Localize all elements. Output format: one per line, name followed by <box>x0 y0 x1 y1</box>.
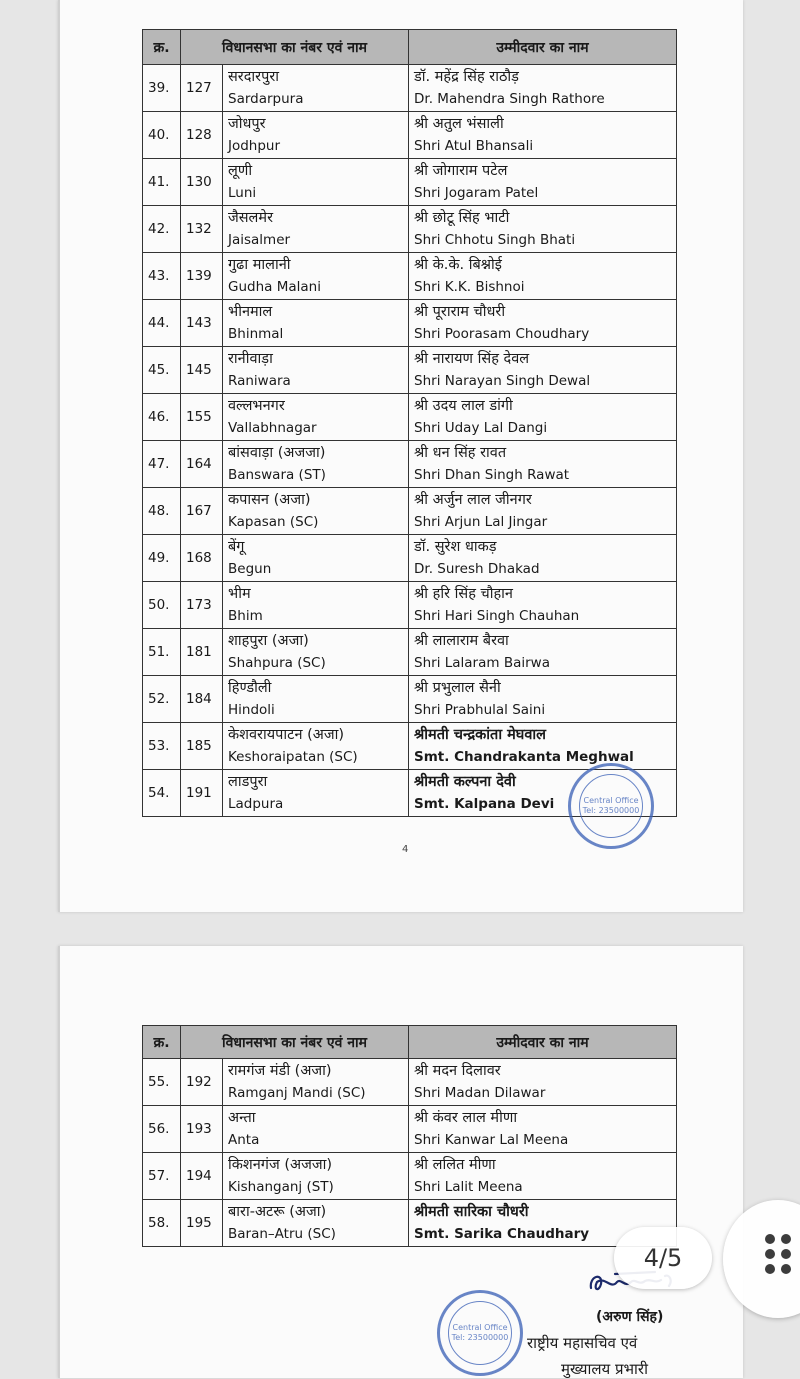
table-row <box>143 300 677 347</box>
candidate-name-english: Shri Poorasam Choudhary <box>414 326 590 342</box>
candidate-name-english: Shri Uday Lal Dangi <box>414 420 548 436</box>
constituency-number: 130 <box>186 174 212 190</box>
constituency-name-hindi: बेंगू <box>228 539 245 555</box>
signer-title-line-2: मुख्यालय प्रभारी <box>561 1360 648 1378</box>
candidate-name-cell <box>409 65 677 112</box>
candidate-name-english: Shri K.K. Bishnoi <box>414 279 525 295</box>
candidate-name-hindi: श्री उदय लाल डांगी <box>414 398 513 414</box>
serial-number: 45. <box>148 362 170 378</box>
stamp-line-1: Central Office <box>583 796 639 805</box>
candidate-name-hindi: श्रीमती कल्पना देवी <box>414 774 516 790</box>
candidate-name-english: Shri Arjun Lal Jingar <box>414 514 548 530</box>
serial-number-cell <box>143 441 181 488</box>
constituency-number-cell <box>181 770 223 817</box>
constituency-name-cell <box>223 394 409 441</box>
constituency-number: 194 <box>186 1168 212 1184</box>
serial-number: 53. <box>148 738 170 754</box>
serial-number: 47. <box>148 456 170 472</box>
candidate-name-hindi: श्री अतुल भंसाली <box>414 116 504 132</box>
candidate-name-cell <box>409 159 677 206</box>
candidate-name-hindi: डॉ. सुरेश धाकड़ <box>414 539 497 555</box>
serial-number-cell <box>143 488 181 535</box>
stamp-line-2: Tel: 23500000 <box>451 1333 509 1342</box>
table-row <box>143 488 677 535</box>
serial-number: 46. <box>148 409 170 425</box>
constituency-name-cell <box>223 770 409 817</box>
candidate-name-english: Smt. Kalpana Devi <box>414 796 555 812</box>
stamp-line-2: Tel: 23500000 <box>582 806 640 815</box>
constituency-number: 181 <box>186 644 212 660</box>
constituency-name-hindi: भीम <box>228 586 251 602</box>
candidate-name-hindi: डॉ. महेंद्र सिंह राठौड़ <box>414 69 519 85</box>
serial-number: 52. <box>148 691 170 707</box>
constituency-name-hindi: लूणी <box>228 163 253 179</box>
candidate-name-hindi: श्री कंवर लाल मीणा <box>414 1110 518 1126</box>
signer-title-line-1: राष्ट्रीय महासचिव एवं <box>527 1334 638 1352</box>
table-body <box>143 1059 677 1247</box>
candidate-header: उम्मीदवार का नाम <box>409 30 677 65</box>
candidate-name-hindi: श्री पूराराम चौधरी <box>414 304 506 320</box>
serial-number: 56. <box>148 1121 170 1137</box>
constituency-number: 127 <box>186 80 212 96</box>
constituency-name-english: Banswara (ST) <box>228 467 326 483</box>
constituency-number-cell <box>181 112 223 159</box>
candidate-name-cell <box>409 394 677 441</box>
table-row <box>143 112 677 159</box>
constituency-number: 167 <box>186 503 212 519</box>
constituency-name-english: Ramganj Mandi (SC) <box>228 1085 366 1101</box>
table-row <box>143 159 677 206</box>
candidate-name-cell <box>409 206 677 253</box>
constituency-name-cell <box>223 65 409 112</box>
constituency-number: 143 <box>186 315 212 331</box>
candidate-name-hindi: श्रीमती सारिका चौधरी <box>414 1204 529 1220</box>
constituency-number-cell <box>181 159 223 206</box>
constituency-number-cell <box>181 535 223 582</box>
candidate-name-cell <box>409 676 677 723</box>
constituency-name-hindi: किशनगंज (अजजा) <box>228 1157 332 1173</box>
constituency-number-cell <box>181 441 223 488</box>
stamp-line-1: Central Office <box>452 1323 508 1332</box>
constituency-name-hindi: लाडपुरा <box>228 774 268 790</box>
candidate-name-english: Shri Atul Bhansali <box>414 138 534 154</box>
candidate-name-english: Shri Lalaram Bairwa <box>414 655 550 671</box>
serial-number: 41. <box>148 174 170 190</box>
constituency-number: 155 <box>186 409 212 425</box>
constituency-number: 192 <box>186 1074 212 1090</box>
table-body <box>143 65 677 817</box>
constituency-name-cell <box>223 159 409 206</box>
candidate-name-cell <box>409 112 677 159</box>
candidate-name-hindi: श्री जोगाराम पटेल <box>414 163 508 179</box>
serial-number: 49. <box>148 550 170 566</box>
candidate-name-english: Smt. Chandrakanta Meghwal <box>414 749 634 765</box>
constituency-name-cell <box>223 206 409 253</box>
serial-number-cell <box>143 206 181 253</box>
constituency-name-english: Anta <box>228 1132 260 1148</box>
serial-number-cell <box>143 253 181 300</box>
candidate-name-english: Shri Kanwar Lal Meena <box>414 1132 569 1148</box>
constituency-number-cell <box>181 1059 223 1106</box>
constituency-name-cell <box>223 300 409 347</box>
constituency-number: 132 <box>186 221 212 237</box>
constituency-name-english: Ladpura <box>228 796 284 812</box>
constituency-number: 195 <box>186 1215 212 1231</box>
candidate-name-cell <box>409 1153 677 1200</box>
constituency-number-cell <box>181 253 223 300</box>
constituency-name-english: Vallabhnagar <box>228 420 317 436</box>
constituency-name-hindi: बांसवाड़ा (अजजा) <box>228 445 326 461</box>
constituency-name-english: Shahpura (SC) <box>228 655 326 671</box>
constituency-number-cell <box>181 1200 223 1247</box>
serial-number-cell <box>143 1200 181 1247</box>
constituency-name-hindi: भीनमाल <box>228 304 273 320</box>
constituency-name-cell <box>223 488 409 535</box>
constituency-name-english: Jodhpur <box>228 138 281 154</box>
serial-number: 40. <box>148 127 170 143</box>
signer-name: (अरुण सिंह) <box>596 1309 664 1325</box>
serial-number-cell <box>143 676 181 723</box>
constituency-number-cell <box>181 1106 223 1153</box>
constituency-name-cell <box>223 112 409 159</box>
table-row <box>143 582 677 629</box>
constituency-name-english: Bhim <box>228 608 263 624</box>
party-office-stamp <box>437 1290 523 1376</box>
serial-number-cell <box>143 582 181 629</box>
constituency-name-hindi: जैसलमेर <box>228 210 273 226</box>
serial-number-cell <box>143 723 181 770</box>
candidate-name-hindi: श्री अर्जुन लाल जीनगर <box>414 492 532 508</box>
table-row <box>143 535 677 582</box>
candidate-name-cell <box>409 723 677 770</box>
candidate-name-cell <box>409 582 677 629</box>
constituency-name-hindi: हिण्डौली <box>228 680 272 696</box>
constituency-number-cell <box>181 347 223 394</box>
table-row <box>143 441 677 488</box>
candidate-name-hindi: श्री के.के. बिश्नोई <box>414 257 502 273</box>
serial-number: 44. <box>148 315 170 331</box>
candidate-name-hindi: श्री छोटू सिंह भाटी <box>414 210 510 226</box>
constituency-name-hindi: अन्ता <box>228 1110 256 1126</box>
constituency-name-cell <box>223 347 409 394</box>
candidate-name-english: Shri Narayan Singh Dewal <box>414 373 591 389</box>
candidate-name-english: Dr. Suresh Dhakad <box>414 561 540 577</box>
constituency-name-cell <box>223 676 409 723</box>
table-row <box>143 1059 677 1106</box>
serial-number-cell <box>143 300 181 347</box>
table-row <box>143 65 677 112</box>
constituency-number: 164 <box>186 456 212 472</box>
constituency-name-cell <box>223 582 409 629</box>
constituency-name-cell <box>223 1200 409 1247</box>
serial-header: क्र. <box>143 30 181 65</box>
party-office-stamp <box>568 763 654 849</box>
constituency-number: 185 <box>186 738 212 754</box>
serial-number-cell <box>143 770 181 817</box>
candidate-name-hindi: श्रीमती चन्द्रकांता मेघवाल <box>414 727 547 743</box>
candidate-name-cell <box>409 253 677 300</box>
candidate-name-cell <box>409 1059 677 1106</box>
serial-number: 57. <box>148 1168 170 1184</box>
serial-number: 39. <box>148 80 170 96</box>
constituency-name-hindi: कपासन (अजा) <box>228 492 311 508</box>
constituency-name-english: Bhinmal <box>228 326 284 342</box>
constituency-name-cell <box>223 253 409 300</box>
serial-number-cell <box>143 535 181 582</box>
constituency-name-english: Kishanganj (ST) <box>228 1179 334 1195</box>
constituency-name-english: Hindoli <box>228 702 275 718</box>
constituency-name-hindi: बारा-अटरू (अजा) <box>228 1204 327 1220</box>
constituency-name-hindi: रामगंज मंडी (अजा) <box>228 1063 332 1079</box>
candidate-name-cell <box>409 300 677 347</box>
constituency-number: 193 <box>186 1121 212 1137</box>
table-row <box>143 206 677 253</box>
constituency-name-hindi: शाहपुरा (अजा) <box>228 633 309 649</box>
table-row <box>143 723 677 770</box>
constituency-name-english: Kapasan (SC) <box>228 514 319 530</box>
constituency-name-cell <box>223 535 409 582</box>
constituency-name-cell <box>223 1106 409 1153</box>
table-header-row <box>143 1026 677 1059</box>
candidate-name-hindi: श्री नारायण सिंह देवल <box>414 351 530 367</box>
constituency-name-english: Baran–Atru (SC) <box>228 1226 336 1242</box>
candidate-name-english: Shri Chhotu Singh Bhati <box>414 232 576 248</box>
candidate-name-cell <box>409 629 677 676</box>
serial-number-cell <box>143 65 181 112</box>
table-row <box>143 347 677 394</box>
candidate-name-english: Shri Dhan Singh Rawat <box>414 467 570 483</box>
constituency-number-cell <box>181 676 223 723</box>
candidate-name-hindi: श्री धन सिंह रावत <box>414 445 507 461</box>
constituency-number: 128 <box>186 127 212 143</box>
page-indicator[interactable]: 4/5 <box>614 1227 712 1289</box>
constituency-name-hindi: वल्लभनगर <box>228 398 285 414</box>
serial-number-cell <box>143 1106 181 1153</box>
candidate-table-page-5 <box>142 1025 677 1247</box>
candidate-name-english: Smt. Sarika Chaudhary <box>414 1226 590 1242</box>
candidate-name-english: Shri Lalit Meena <box>414 1179 523 1195</box>
constituency-number-cell <box>181 582 223 629</box>
candidate-table-page-4 <box>142 29 677 817</box>
candidate-name-cell <box>409 488 677 535</box>
constituency-number-cell <box>181 723 223 770</box>
constituency-header: विधानसभा का नंबर एवं नाम <box>181 30 409 65</box>
grid-dots-icon <box>765 1234 793 1280</box>
constituency-header: विधानसभा का नंबर एवं नाम <box>181 1026 409 1059</box>
constituency-name-hindi: रानीवाड़ा <box>228 351 273 367</box>
candidate-name-cell <box>409 1106 677 1153</box>
constituency-number: 168 <box>186 550 212 566</box>
candidate-name-english: Shri Prabhulal Saini <box>414 702 546 718</box>
candidate-name-cell <box>409 441 677 488</box>
constituency-name-cell <box>223 1153 409 1200</box>
constituency-name-english: Gudha Malani <box>228 279 321 295</box>
constituency-number-cell <box>181 206 223 253</box>
candidate-name-english: Shri Madan Dilawar <box>414 1085 546 1101</box>
table-row <box>143 394 677 441</box>
serial-number: 51. <box>148 644 170 660</box>
constituency-name-cell <box>223 441 409 488</box>
serial-number-cell <box>143 1153 181 1200</box>
serial-number-cell <box>143 629 181 676</box>
page-number: 4 <box>402 844 409 855</box>
serial-number-cell <box>143 394 181 441</box>
table-row <box>143 1200 677 1247</box>
table-row <box>143 1106 677 1153</box>
table-row <box>143 253 677 300</box>
serial-number-cell <box>143 1059 181 1106</box>
constituency-number-cell <box>181 629 223 676</box>
constituency-number-cell <box>181 300 223 347</box>
constituency-name-hindi: सरदारपुरा <box>228 69 280 85</box>
serial-header: क्र. <box>143 1026 181 1059</box>
serial-number: 54. <box>148 785 170 801</box>
candidate-name-hindi: श्री हरि सिंह चौहान <box>414 586 513 602</box>
constituency-name-hindi: केशवरायपाटन (अजा) <box>228 727 345 743</box>
constituency-number: 191 <box>186 785 212 801</box>
candidate-name-cell <box>409 535 677 582</box>
serial-number: 43. <box>148 268 170 284</box>
candidate-name-hindi: श्री प्रभुलाल सैनी <box>414 680 501 696</box>
candidate-name-english: Shri Hari Singh Chauhan <box>414 608 580 624</box>
constituency-name-cell <box>223 723 409 770</box>
serial-number-cell <box>143 112 181 159</box>
constituency-name-cell <box>223 629 409 676</box>
constituency-name-english: Jaisalmer <box>228 232 291 248</box>
table-header-row <box>143 30 677 65</box>
constituency-name-english: Raniwara <box>228 373 291 389</box>
candidate-header: उम्मीदवार का नाम <box>409 1026 677 1059</box>
candidate-name-english: Dr. Mahendra Singh Rathore <box>414 91 605 107</box>
constituency-name-english: Luni <box>228 185 257 201</box>
constituency-name-hindi: गुढा मालानी <box>228 257 291 273</box>
constituency-number: 184 <box>186 691 212 707</box>
serial-number: 48. <box>148 503 170 519</box>
serial-number-cell <box>143 159 181 206</box>
candidate-name-hindi: श्री मदन दिलावर <box>414 1063 501 1079</box>
constituency-name-cell <box>223 1059 409 1106</box>
constituency-number: 139 <box>186 268 212 284</box>
serial-number-cell <box>143 347 181 394</box>
constituency-number-cell <box>181 394 223 441</box>
candidate-name-english: Shri Jogaram Patel <box>414 185 539 201</box>
constituency-name-hindi: जोधपुर <box>228 116 266 132</box>
constituency-number-cell <box>181 488 223 535</box>
serial-number: 50. <box>148 597 170 613</box>
constituency-number-cell <box>181 1153 223 1200</box>
table-row <box>143 676 677 723</box>
table-row <box>143 629 677 676</box>
candidate-name-hindi: श्री लालाराम बैरवा <box>414 633 509 649</box>
constituency-name-english: Keshoraipatan (SC) <box>228 749 358 765</box>
constituency-number-cell <box>181 65 223 112</box>
constituency-number: 145 <box>186 362 212 378</box>
constituency-number: 173 <box>186 597 212 613</box>
serial-number: 42. <box>148 221 170 237</box>
constituency-name-english: Begun <box>228 561 272 577</box>
candidate-name-hindi: श्री ललित मीणा <box>414 1157 496 1173</box>
serial-number: 55. <box>148 1074 170 1090</box>
candidate-name-cell <box>409 347 677 394</box>
constituency-name-english: Sardarpura <box>228 91 304 107</box>
serial-number: 58. <box>148 1215 170 1231</box>
table-row <box>143 1153 677 1200</box>
